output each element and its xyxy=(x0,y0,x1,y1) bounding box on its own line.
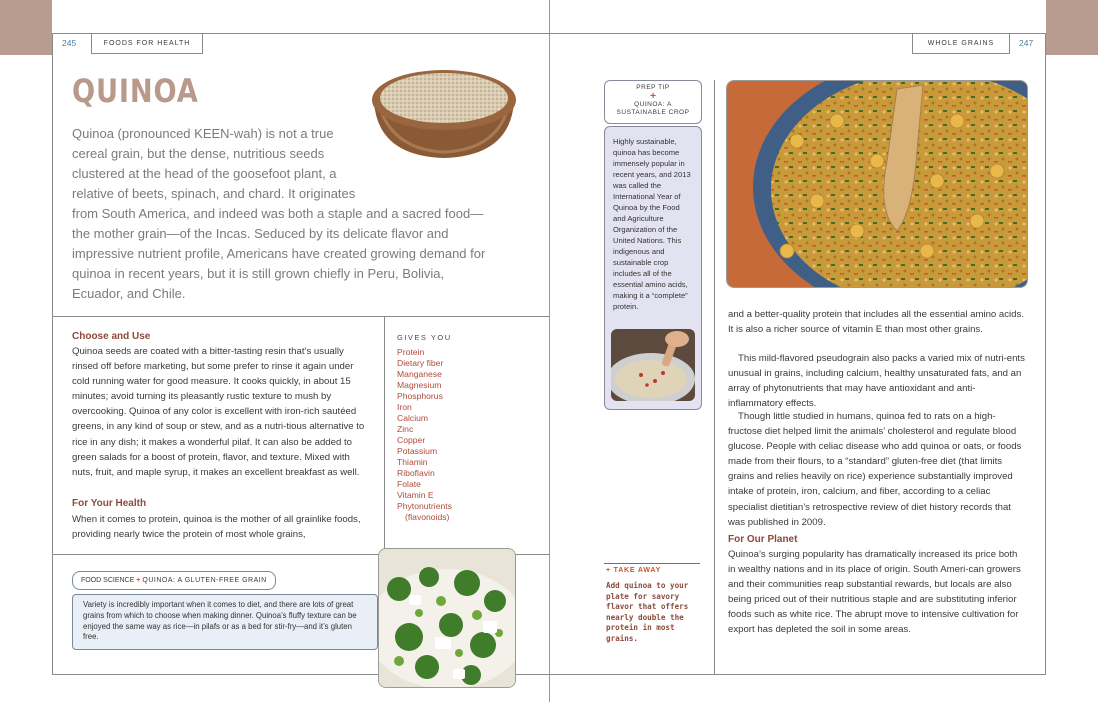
take-away-rule xyxy=(604,563,700,564)
intro-paragraph xyxy=(72,124,496,304)
left-corner-tab xyxy=(0,0,52,55)
take-away-label-text: TAKE AWAY xyxy=(613,567,662,574)
nutrient-item: Thiamin xyxy=(397,457,428,467)
nutrient-item: Zinc xyxy=(397,424,414,434)
prep-tip-tab xyxy=(604,80,702,124)
plus-icon: + xyxy=(136,577,141,584)
nutrient-item: Phosphorus xyxy=(397,391,443,401)
nutrient-item: Magnesium xyxy=(397,380,442,390)
food-science-body: Variety is incredibly important when it comes to diet, and there are lots of great grains from which to choose when making dinner. Quinoa’s fluffy texture can be enjoyed the same way as rice—in pilafs or as a bed for stir-fry—and it’s gluten free. xyxy=(83,600,357,642)
left-page-number: 245 xyxy=(62,38,77,48)
nutrient-item: Folate xyxy=(397,479,421,489)
food-science-title: QUINOA: A GLUTEN-FREE GRAIN xyxy=(142,577,267,584)
take-away-label xyxy=(606,567,661,574)
cooking-quinoa-photo xyxy=(611,329,695,401)
quinoa-pilaf-photo xyxy=(726,80,1028,288)
plus-icon: + xyxy=(606,567,611,574)
planet-heading: For Our Planet xyxy=(728,534,798,545)
gives-you-list xyxy=(397,347,477,523)
prep-tip-box xyxy=(604,126,702,410)
nutrient-item: Dietary fiber xyxy=(397,358,444,368)
page-title: QUINOA xyxy=(72,72,199,110)
nutrient-item: Phytonutrients xyxy=(397,501,452,511)
food-science-box xyxy=(72,594,378,650)
prep-tip-title: QUINOA: A SUSTAINABLE CROP xyxy=(616,101,690,116)
right-corner-tab xyxy=(1046,0,1098,55)
right-para-1: and a better-quality protein that includes all the essential amino acids. It is also a richer source of vitamin E than most other grains. xyxy=(728,309,1024,336)
choose-heading: Choose and Use xyxy=(72,331,151,342)
nutrient-item: Protein xyxy=(397,347,425,357)
left-section-rule xyxy=(52,316,549,317)
nutrient-item: (flavonoids) xyxy=(405,512,450,522)
left-page-edge xyxy=(52,33,53,674)
right-running-head: WHOLE GRAINS xyxy=(912,33,1010,54)
gives-you-label: GIVES YOU xyxy=(397,333,452,342)
health-heading: For Your Health xyxy=(72,498,147,509)
health-body: When it comes to protein, quinoa is the mother of all grainlike foods, providing nearly twice the protein of most whole grains, xyxy=(72,514,361,541)
gutter-line xyxy=(549,0,550,702)
prep-tip-label: PREP TIP xyxy=(636,84,670,91)
choose-body: Quinoa seeds are coated with a bitter-tasting resin that’s usually rinsed off before marketing, but some prefer to rinse it again under cold running water for good measure. It cooks quickly, in about 15 minutes; avoid turning its pleasantly rustic texture to mush by overcooking. Quinoa of any color is excellent with iron-rich sautéed greens, in any kind of soup or stew, and as a nutri-tious alternative to rice in any dish; it makes a wonderful pilaf. It can also be added to green salads for a boost of protein, flavor, and texture. Mixed with nuts, fruit, and maple syrup, it makes an excellent breakfast as well. xyxy=(72,346,365,478)
intro-text: Quinoa (pronounced KEEN-wah) is not a true cereal grain, but the dense, nutritious seeds clustered at the head of the goosefoot plant, a relative of beets, spinach, and chard. It originates from South America, and indeed was both a staple and a sacred food—the mother grain—of the Incas. Seduced by its delicate flavor and impressive nutrient profile, Americans have created growing demand for quinoa in recent years, but it is still grown chiefly in Peru, Bolivia, Ecuador, and Chile. xyxy=(72,126,486,301)
gives-you-divider xyxy=(384,316,385,554)
right-footer-rule xyxy=(549,674,1046,675)
take-away-body: Add quinoa to your plate for savory flavor that offers nearly double the protein in most grains. xyxy=(606,581,689,643)
nutrient-item: Iron xyxy=(397,402,412,412)
nutrient-item: Vitamin E xyxy=(397,490,434,500)
nutrient-item: Potassium xyxy=(397,446,438,456)
quinoa-salad-photo xyxy=(378,548,516,688)
nutrient-item: Calcium xyxy=(397,413,429,423)
plus-icon: + xyxy=(650,91,656,102)
nutrient-item: Manganese xyxy=(397,369,442,379)
food-science-tab xyxy=(72,571,276,590)
nutrient-item: Riboflavin xyxy=(397,468,435,478)
right-page-number: 247 xyxy=(1019,38,1034,48)
prep-tip-body: Highly sustainable, quinoa has become immensely popular in recent years, and 2013 was called the International Year of Quinoa by the Food and Agriculture Organization of the United Nations. This indigenous and sustainable crop includes all of the essential amino acids, making it a “complete” protein. xyxy=(613,137,691,311)
right-para-2: This mild-flavored pseudograin also packs a varied mix of nutri-ents unusual in grains, including calcium, healthy unsaturated fats, and an array of phytonutrients that may have antioxidant and anti-inflammatory effects. xyxy=(728,353,1025,410)
right-para-3: Though little studied in humans, quinoa fed to rats on a high-fructose diet helped limit the animals’ cholesterol and regulate blood glucose. People with celiac disease who add quinoa or oats, or foods made from their flours, to a “standard” gluten-free diet (that limits grains and relies heavily on rice) experience substantially improved intake of protein, iron, calcium, and fiber, according to a celiac specialist dietitian’s retrospective review of diet history records that was published in 2009. xyxy=(728,411,1022,528)
nutrient-item: Copper xyxy=(397,435,426,445)
right-page-edge xyxy=(1045,33,1046,674)
food-science-label: FOOD SCIENCE xyxy=(81,577,135,584)
sidebar-divider xyxy=(714,80,715,674)
left-running-head: FOODS FOR HEALTH xyxy=(91,33,203,54)
planet-body: Quinoa’s surging popularity has dramatically increased its price both in wealthy nations and in its place of origin. South Ameri-can growers and their communities reap substantial rewards, but locals are also being priced out of their nutritious staple and are substituting inferior foods such as white rice. The abrupt move to intensive cultivation for export has depleted the soil in some areas. xyxy=(728,549,1021,636)
